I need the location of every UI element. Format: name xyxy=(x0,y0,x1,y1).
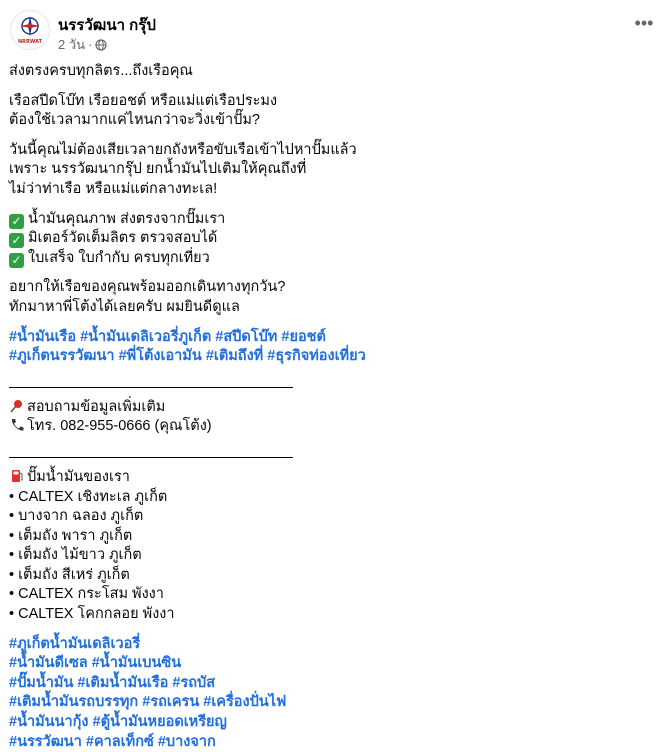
station-item: • CALTEX เชิงทะเล ภูเก็ต xyxy=(9,488,168,505)
hashtag[interactable]: #น้ำมันเรือ xyxy=(9,328,77,345)
hashtag-line xyxy=(9,674,649,694)
hashtag[interactable]: #ยอชต์ xyxy=(281,328,326,345)
divider xyxy=(9,367,293,388)
hashtag-line xyxy=(9,654,649,674)
station-item: • เต็มถัง พารา ภูเก็ต xyxy=(9,527,133,544)
contact-phone: โทร. 082-955-0666 (คุณโต้ง) xyxy=(9,417,649,437)
station-item: • CALTEX กระโสม พังงา xyxy=(9,586,164,603)
contact-title: สอบถามข้อมูลเพิ่มเติม xyxy=(9,398,649,418)
paragraph-line: เรือสปีดโบ๊ท เรือยอชต์ หรือแม่แต่เรือประมง xyxy=(9,92,278,109)
phone-icon xyxy=(9,417,25,433)
hashtag[interactable]: #สปีดโบ๊ท xyxy=(215,328,278,345)
page-avatar[interactable] xyxy=(10,10,50,50)
check-icon: ✓ xyxy=(9,253,24,268)
paragraph-line: วันนี้คุณไม่ต้องเสียเวลายกถังหรือขับเรือเข้าไปหาปั๊มแล้ว xyxy=(9,141,357,158)
hashtag-line xyxy=(9,347,649,367)
hashtag-line xyxy=(9,713,649,733)
paragraph-line: เพราะ นรรวัฒนากรุ๊ป ยกน้ำมันไปเติมให้คุณถึงที่ xyxy=(9,161,307,178)
stations-title: ปั๊มน้ำมันของเรา xyxy=(9,468,649,488)
check-item: ✓ ใบเสร็จ ใบกำกับ ครบทุกเที่ยว xyxy=(9,249,649,269)
compass-logo-icon xyxy=(11,11,49,49)
post-time[interactable]: 2 วัน xyxy=(58,37,86,52)
station-item: • บางจาก ฉลอง ภูเก็ต xyxy=(9,508,144,525)
hashtag[interactable]: #ธุรกิจท่องเที่ยว xyxy=(267,348,366,365)
hashtag[interactable]: #รถบัส xyxy=(172,674,216,691)
hashtag[interactable]: #น้ำมันนากุ้ง xyxy=(9,714,89,731)
hashtag[interactable]: #ปั๊มน้ำมัน xyxy=(9,674,74,691)
hashtag[interactable]: #ตู้น้ำมันหยอดเหรียญ xyxy=(92,714,227,731)
post-header xyxy=(10,10,662,54)
logo-text: NRRWAT xyxy=(17,39,43,45)
check-icon: ✓ xyxy=(9,233,24,248)
more-options-button[interactable] xyxy=(630,12,658,34)
hashtag[interactable]: #คาลเท็กซ์ xyxy=(85,733,154,750)
hashtag[interactable]: #น้ำมันเดลิเวอรี่ภูเก็ต xyxy=(80,328,212,345)
post-meta: 2 วัน · xyxy=(58,34,107,55)
hashtag[interactable]: #พี่โต้งเอามัน xyxy=(118,348,202,365)
paragraph-line: ทักมาหาพี่โต้งได้เลยครับ ผมยินดีดูแล xyxy=(9,298,240,315)
hashtag[interactable]: #เติมน้ำมันรถบรรทุก xyxy=(9,694,139,711)
divider xyxy=(9,437,293,458)
paragraph-line: ต้องใช้เวลามากแค่ไหนกว่าจะวิ่งเข้าปั๊ม? xyxy=(9,112,260,129)
hashtag[interactable]: #เครื่องปั่นไฟ xyxy=(203,694,287,711)
globe-icon[interactable] xyxy=(95,39,107,51)
hashtag-line xyxy=(9,693,649,713)
station-item: • CALTEX โคกกลอย พังงา xyxy=(9,606,175,623)
station-item: • เต็มถัง สีเหร่ ภูเก็ต xyxy=(9,566,130,583)
hashtag[interactable]: #เติมถึงที่ xyxy=(205,348,264,365)
hashtag[interactable]: #รถเครน xyxy=(142,694,200,711)
station-item: • เต็มถัง ไม้ขาว ภูเก็ต xyxy=(9,547,142,564)
fuel-pump-icon xyxy=(9,468,25,484)
page-name[interactable]: นรรวัฒนา กรุ๊ป xyxy=(58,17,156,34)
hashtag[interactable]: #บางจาก xyxy=(157,733,216,750)
paragraph-line: อยากให้เรือของคุณพร้อมออกเดินทางทุกวัน? xyxy=(9,279,286,296)
post-content xyxy=(9,62,649,752)
hashtag[interactable]: #นรรวัฒนา xyxy=(9,733,82,750)
hashtag[interactable]: #น้ำมันดีเซล xyxy=(9,655,88,672)
paragraph-line: ไม่ว่าท่าเรือ หรือแม่แต่กลางทะเล! xyxy=(9,180,218,197)
check-icon: ✓ xyxy=(9,214,24,229)
check-item: ✓ น้ำมันคุณภาพ ส่งตรงจากปั๊มเรา xyxy=(9,210,649,230)
pushpin-icon xyxy=(9,398,25,414)
more-icon: ••• xyxy=(634,12,654,33)
hashtag[interactable]: #เติมน้ำมันเรือ xyxy=(77,674,169,691)
hashtag[interactable]: #ภูเก็ตน้ำมันเดลิเวอรี่ xyxy=(9,635,141,652)
intro-line: ส่งตรงครบทุกลิตร...ถึงเรือคุณ xyxy=(9,63,193,79)
hashtag[interactable]: #น้ำมันเบนซิน xyxy=(91,655,182,672)
hashtag-line xyxy=(9,328,649,348)
check-item: ✓ มิเตอร์วัดเต็มลิตร ตรวจสอบได้ xyxy=(9,229,649,249)
hashtag-line xyxy=(9,635,649,655)
hashtag[interactable]: #ภูเก็ตนรรวัฒนา xyxy=(9,348,115,365)
